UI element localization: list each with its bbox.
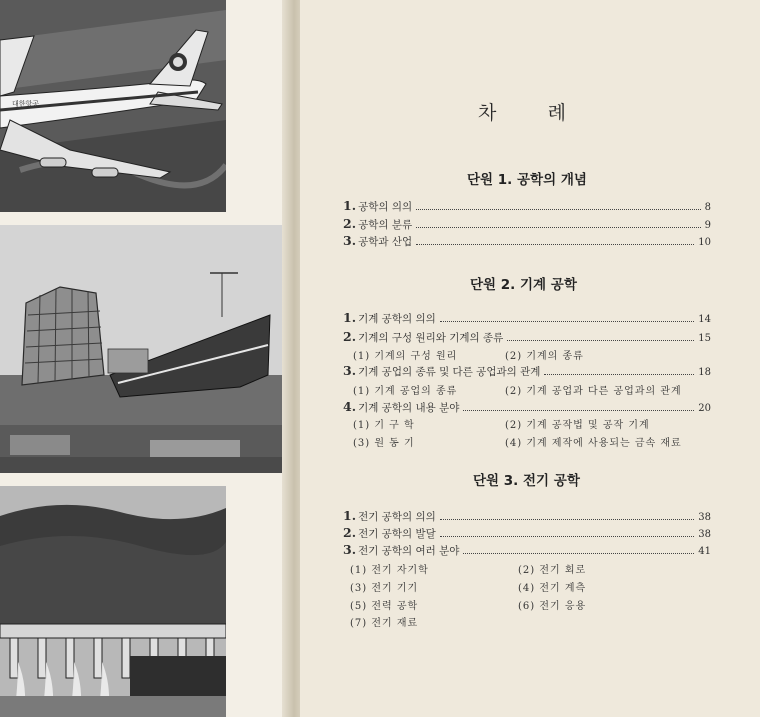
- toc-entry[interactable]: [343, 310, 711, 326]
- toc-entry[interactable]: [343, 399, 711, 415]
- photo-shipyard: [0, 225, 290, 473]
- left-page: [0, 0, 292, 717]
- toc-subentry[interactable]: (2) 기계 공작법 및 공작 기계: [505, 420, 650, 431]
- toc-entry-label: 전기 공학의 의의: [358, 511, 436, 523]
- toc-entry-number: 2.: [343, 329, 357, 344]
- airplane-illustration: [0, 0, 226, 212]
- toc-entry[interactable]: [343, 216, 711, 232]
- toc-subentry[interactable]: (6) 전기 응용: [518, 601, 587, 612]
- toc-entry-number: 2.: [343, 525, 357, 540]
- toc-entry-label: 공학과 산업: [358, 236, 413, 248]
- unit-3-heading: 단원 3. 전기 공학: [473, 473, 580, 489]
- toc-entry[interactable]: [343, 525, 711, 541]
- toc-entry-page: 15: [698, 333, 711, 344]
- dot-leader: [544, 373, 694, 375]
- page-title: [478, 98, 568, 125]
- toc-entry-label: 기계 공업의 종류 및 다른 공업과의 관계: [358, 366, 541, 378]
- toc-subentry[interactable]: (4) 기계 제작에 사용되는 금속 재료: [505, 438, 682, 449]
- toc-subentry[interactable]: (3) 전기 기기: [350, 583, 419, 594]
- toc-subentry[interactable]: (1) 전기 자기학: [350, 565, 429, 576]
- dot-leader: [440, 320, 695, 322]
- dot-leader: [416, 208, 701, 210]
- dot-leader: [416, 243, 694, 245]
- dam-illustration: [0, 486, 226, 717]
- plane-livery-text: 대한항공: [12, 100, 40, 108]
- toc-entry-page: 9: [704, 220, 711, 231]
- toc-subentry[interactable]: (2) 전기 회로: [518, 565, 587, 576]
- toc-subentry[interactable]: (7) 전기 재료: [350, 618, 419, 629]
- toc-entry-label: 기계 공학의 내용 분야: [358, 402, 460, 414]
- toc-entry[interactable]: [343, 233, 711, 249]
- dot-leader: [416, 226, 701, 228]
- toc-entry-page: 8: [704, 202, 711, 213]
- shipyard-illustration: [0, 225, 290, 473]
- toc-subentry[interactable]: (1) 기계의 구성 원리: [353, 351, 458, 362]
- toc-entry[interactable]: [343, 542, 711, 558]
- toc-entry-number: 1.: [343, 198, 357, 213]
- unit-1-heading: 단원 1. 공학의 개념: [467, 172, 587, 188]
- toc-entry-page: 41: [698, 546, 711, 557]
- toc-subentry[interactable]: (1) 기계 공업의 종류: [353, 386, 458, 397]
- toc-entry-page: 18: [698, 367, 711, 378]
- toc-entry-number: 3.: [343, 542, 357, 557]
- toc-entry-page: 10: [698, 237, 711, 248]
- toc-subentry[interactable]: (2) 기계 공업과 다른 공업과의 관계: [505, 386, 682, 397]
- toc-entry-label: 전기 공학의 여러 분야: [358, 545, 460, 557]
- toc-entry[interactable]: [343, 329, 711, 345]
- photo-airplane: [0, 0, 226, 212]
- toc-entry-label: 공학의 의의: [358, 201, 413, 213]
- toc-subentry[interactable]: (1) 기 구 학: [353, 420, 415, 431]
- page-title-char-2: 례: [547, 102, 568, 124]
- dot-leader: [463, 552, 694, 554]
- toc-entry-page: 38: [698, 512, 711, 523]
- toc-entry-page: 20: [698, 403, 711, 414]
- dot-leader: [440, 518, 695, 520]
- toc-entry-number: 3.: [343, 233, 357, 248]
- toc-entry-page: 14: [698, 314, 711, 325]
- toc-subentry[interactable]: (4) 전기 계측: [518, 583, 587, 594]
- toc-entry-label: 기계의 구성 원리와 기계의 종류: [358, 332, 504, 344]
- dot-leader: [463, 409, 694, 411]
- toc-entry[interactable]: [343, 363, 711, 379]
- toc-entry-number: 1.: [343, 310, 357, 325]
- toc-entry[interactable]: [343, 198, 711, 214]
- toc-entry-label: 전기 공학의 발달: [358, 528, 436, 540]
- toc-entry-number: 3.: [343, 363, 357, 378]
- photo-dam: [0, 486, 226, 717]
- toc-entry-page: 38: [698, 529, 711, 540]
- toc-entry[interactable]: [343, 508, 711, 524]
- toc-entry-number: 1.: [343, 508, 357, 523]
- dot-leader: [440, 535, 695, 537]
- page-title-char-1: 차: [478, 102, 499, 124]
- toc-subentry[interactable]: (2) 기계의 종류: [505, 351, 584, 362]
- toc-entry-number: 4.: [343, 399, 357, 414]
- toc-subentry[interactable]: (5) 전력 공학: [350, 601, 419, 612]
- toc-entry-number: 2.: [343, 216, 357, 231]
- unit-2-heading: 단원 2. 기계 공학: [470, 277, 577, 293]
- toc-subentry[interactable]: (3) 원 동 기: [353, 438, 415, 449]
- toc-entry-label: 공학의 분류: [358, 219, 413, 231]
- toc-entry-label: 기계 공학의 의의: [358, 313, 436, 325]
- dot-leader: [507, 339, 694, 341]
